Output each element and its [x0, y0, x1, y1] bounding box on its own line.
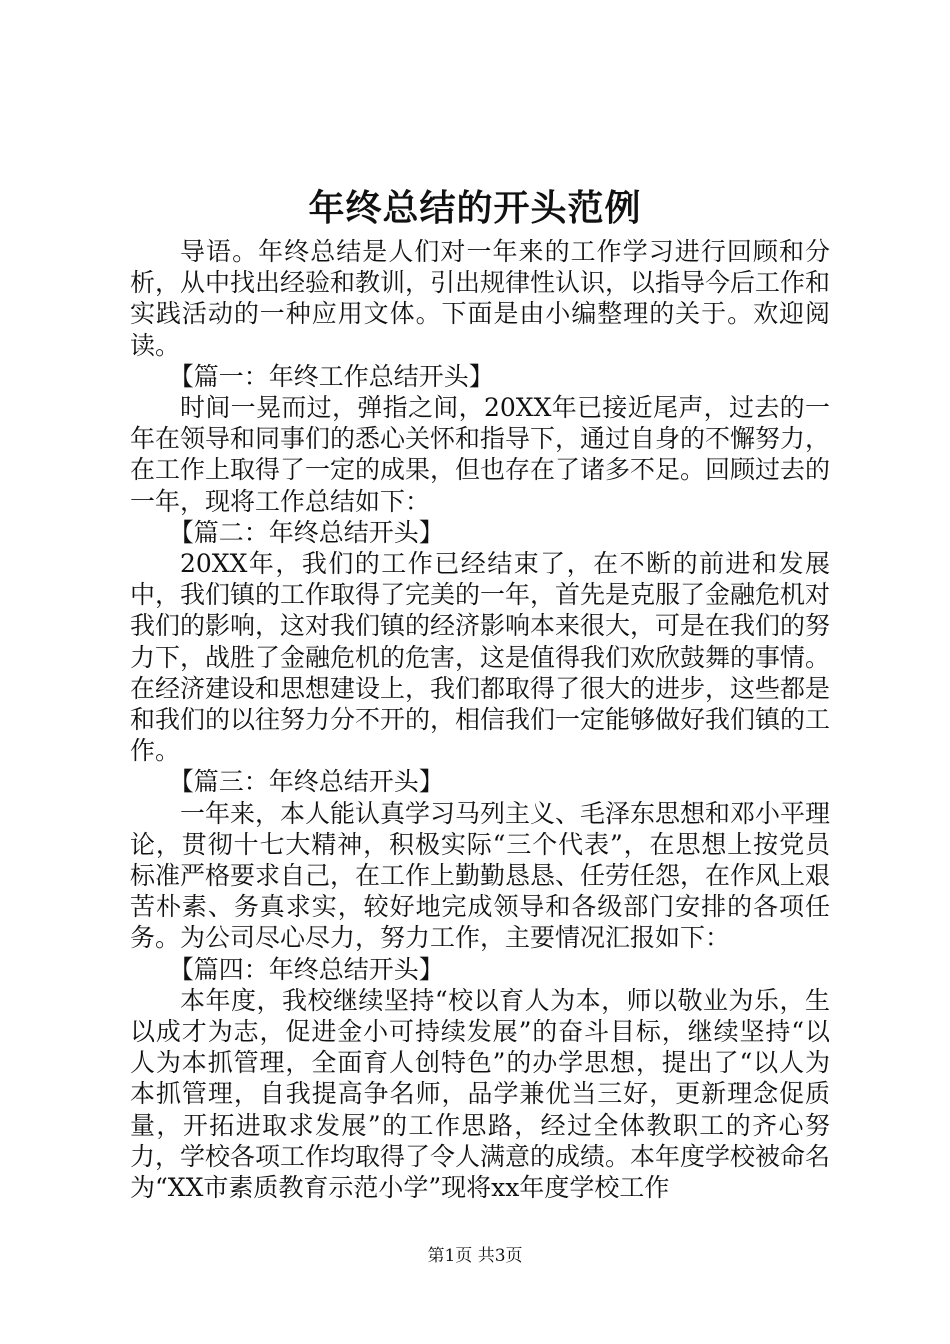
section-paragraph-3: 一年来，本人能认真学习马列主义、毛泽东思想和邓小平理论，贯彻十七大精神，积极实际“三个代表”，在思想上按党员标准严格要求自己，在工作上勤勤恳恳、任劳任怨，在作风上艰苦朴素、务真求实，较好地完成领导和各级部门安排的各项任务。为公司尽心尽力，努力工作，主要情况汇报如下：: [130, 798, 831, 953]
intro-paragraph: 导语。年终总结是人们对一年来的工作学习进行回顾和分析，从中找出经验和教训，引出规律性认识，以指导今后工作和实践活动的一种应用文体。下面是由小编整理的关于。欢迎阅读。: [130, 237, 831, 360]
section-heading-3: 【篇三：年终总结开头】: [168, 767, 444, 797]
document-body: [130, 236, 830, 1203]
section-paragraph-1: 时间一晃而过，弹指之间，20XX年已接近尾声，过去的一年在领导和同事们的悉心关怀和指导下，通过自身的不懈努力，在工作上取得了一定的成果，但也存在了诸多不足。回顾过去的一年，现将工作总结如下：: [130, 393, 831, 516]
document-title: 年终总结的开头范例: [308, 187, 642, 229]
section-heading-4: 【篇四：年终总结开头】: [168, 954, 444, 984]
section-paragraph-4: 本年度，我校继续坚持“校以育人为本，师以敬业为乐，生以成才为志，促进金小可持续发展”的奋斗目标，继续坚持“以人为本抓管理，全面育人创特色”的办学思想，提出了“以人为本抓管理，自我提高争名师，品学兼优当三好，更新理念促质量，开拓进取求发展”的工作思路，经过全体教职工的齐心努力，学校各项工作均取得了令人满意的成绩。本年度学校被命名为“XX市素质教育示范小学”现将xx年度学校工作: [130, 985, 831, 1203]
page-number-footer: 第1页 共3页: [427, 1246, 523, 1266]
section-heading-2: 【篇二：年终总结开头】: [168, 517, 444, 547]
section-paragraph-2: 20XX年，我们的工作已经结束了，在不断的前进和发展中，我们镇的工作取得了完美的一年，首先是克服了金融危机对我们的影响，这对我们镇的经济影响本来很大，可是在我们的努力下，战胜了金融危机的危害，这是值得我们欢欣鼓舞的事情。在经济建设和思想建设上，我们都取得了很大的进步，这些都是和我们的以往努力分不开的，相信我们一定能够做好我们镇的工作。: [130, 549, 831, 766]
section-heading-1: 【篇一：年终工作总结开头】: [168, 361, 494, 391]
